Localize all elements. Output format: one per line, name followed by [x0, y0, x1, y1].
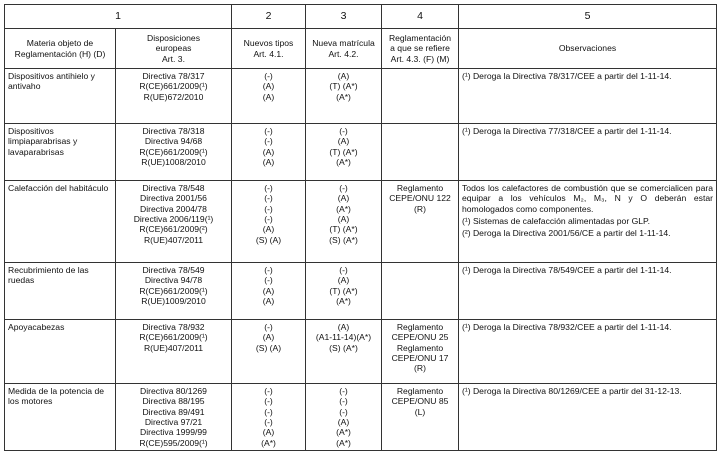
cell-disposiciones-line: Directiva 78/932	[142, 322, 205, 332]
cell-nueva-matricula-line: (A*)	[336, 427, 351, 438]
cell-reglamentacion	[382, 69, 459, 124]
cell-nuevos-tipos-line: (A*)	[261, 437, 276, 448]
cell-disposiciones-line: R(CE)661/2009(¹)	[139, 81, 208, 92]
table-row	[5, 69, 717, 124]
cell-disposiciones	[116, 384, 232, 451]
cell-disposiciones-line: R(UE)407/2011	[143, 342, 204, 353]
col-number-2: 2	[232, 5, 306, 29]
cell-nueva-matricula-line: (A)	[337, 213, 350, 224]
cell-nuevos-tipos-line: (-)	[264, 396, 273, 407]
cell-nuevos-tipos-line: (A)	[262, 285, 275, 296]
cell-disposiciones	[116, 181, 232, 263]
cell-nuevos-tipos	[232, 124, 306, 181]
observation-text: (¹) Sistemas de calefacción alimentadas por GLP.	[462, 215, 651, 226]
cell-disposiciones	[116, 320, 232, 384]
cell-nueva-matricula-line: (A*)	[336, 156, 351, 167]
cell-nueva-matricula-line: (A)	[337, 193, 350, 204]
cell-nueva-matricula	[306, 263, 382, 320]
cell-nuevos-tipos-line: (-)	[264, 406, 273, 417]
cell-reglamentacion-line: CEPE/ONU 122	[389, 193, 451, 204]
cell-nueva-matricula-line: (A)	[337, 275, 350, 286]
cell-nuevos-tipos-line: (S) (A)	[255, 234, 282, 245]
cell-nuevos-tipos-line: (S) (A)	[255, 342, 282, 353]
cell-reglamentacion-line: CEPE/ONU 25	[391, 332, 449, 343]
cell-disposiciones-line: Directiva 2004/78	[140, 203, 207, 214]
cell-nueva-matricula-line: (A*)	[336, 203, 351, 214]
table-row	[5, 320, 717, 384]
cell-observaciones	[459, 263, 717, 320]
cell-nuevos-tipos-line: (A)	[262, 224, 275, 235]
table-row	[5, 263, 717, 320]
cell-reglamentacion-line: (R)	[414, 363, 426, 374]
cell-nueva-matricula	[306, 124, 382, 181]
table-row	[5, 124, 717, 181]
cell-nueva-matricula-line: (S) (A*)	[329, 342, 358, 353]
cell-disposiciones-line: Directiva 2001/56	[140, 193, 207, 204]
cell-disposiciones-line: R(CE)595/2009(¹)	[139, 437, 208, 448]
cell-disposiciones-line: Directiva 78/548	[142, 183, 205, 193]
cell-nuevos-tipos-line: (A)	[262, 427, 275, 438]
cell-nuevos-tipos-line: (-)	[264, 71, 273, 81]
cell-nuevos-tipos-line: (-)	[264, 193, 273, 204]
cell-nueva-matricula-line: (S) (A*)	[329, 234, 358, 245]
cell-nueva-matricula-line: (A)	[337, 322, 350, 332]
cell-nuevos-tipos-line: (A)	[262, 146, 275, 157]
header-text: Nueva matrícula	[312, 38, 375, 49]
cell-materia: Medida de la potencia de los motores	[5, 384, 116, 451]
cell-nuevos-tipos-line: (-)	[264, 183, 273, 193]
cell-reglamentacion-line: CEPE/ONU 85	[391, 396, 449, 407]
col-number-3: 3	[306, 5, 382, 29]
cell-nuevos-tipos	[232, 69, 306, 124]
cell-disposiciones-line: Directiva 78/317	[142, 71, 205, 81]
header-text: Observaciones	[558, 43, 617, 54]
cell-disposiciones-line: Directiva 78/549	[142, 265, 205, 275]
cell-nueva-matricula-line: (A)	[337, 71, 350, 81]
cell-reglamentacion-line: (L)	[414, 406, 426, 417]
col-number-5: 5	[459, 5, 717, 29]
cell-nueva-matricula-line: (A*)	[336, 295, 351, 306]
cell-disposiciones-line: R(CE)661/2009(¹)	[139, 146, 208, 157]
cell-nueva-matricula	[306, 384, 382, 451]
cell-reglamentacion-line: CEPE/ONU 17	[391, 352, 449, 363]
cell-reglamentacion-line: Reglamento	[396, 183, 444, 193]
header-materia	[5, 29, 116, 69]
header-disposiciones	[116, 29, 232, 69]
cell-disposiciones-line: Directiva 94/68	[144, 136, 203, 147]
cell-nueva-matricula-line: (-)	[339, 396, 348, 407]
cell-nuevos-tipos-line: (-)	[264, 322, 273, 332]
cell-disposiciones	[116, 263, 232, 320]
cell-disposiciones	[116, 124, 232, 181]
cell-disposiciones-line: Directiva 1999/99	[140, 427, 207, 438]
cell-nueva-matricula-line: (-)	[339, 386, 348, 396]
header-text: Art. 4.2.	[328, 48, 359, 59]
header-text: Art. 4.3. (F) (M)	[390, 53, 450, 64]
cell-materia: Dispositivos antihielo y antivaho	[5, 69, 116, 124]
cell-nueva-matricula	[306, 181, 382, 263]
cell-nueva-matricula-line: (A*)	[336, 437, 351, 448]
cell-reglamentacion-line: Reglamento	[396, 386, 444, 396]
col-number-1: 1	[5, 5, 232, 29]
cell-nueva-matricula-line: (-)	[339, 265, 348, 275]
header-text: Art. 4.1.	[253, 48, 284, 59]
cell-disposiciones-line: Directiva 2006/119(¹)	[133, 213, 214, 224]
header-reglamentacion	[382, 29, 459, 69]
header-text: Reglamentación	[388, 33, 452, 44]
cell-nueva-matricula-line: (-)	[339, 126, 348, 136]
cell-nueva-matricula	[306, 69, 382, 124]
cell-disposiciones-line: R(CE)661/2009(¹)	[139, 332, 208, 343]
observation-text: (¹) Deroga la Directiva 77/318/CEE a partir del 1-11-14.	[462, 126, 672, 136]
observation-text: (¹) Deroga la Directiva 78/317/CEE a partir del 1-11-14.	[462, 71, 672, 81]
cell-reglamentacion-line: Reglamento	[396, 322, 444, 332]
col-number-4: 4	[382, 5, 459, 29]
cell-nuevos-tipos	[232, 384, 306, 451]
header-text: Art. 3.	[162, 53, 185, 64]
cell-observaciones	[459, 69, 717, 124]
table-body	[5, 69, 717, 451]
header-nuevos-tipos	[232, 29, 306, 69]
cell-disposiciones	[116, 69, 232, 124]
header-text: Disposiciones	[146, 33, 201, 44]
column-number-row	[5, 5, 717, 29]
cell-observaciones	[459, 384, 717, 451]
cell-reglamentacion	[382, 263, 459, 320]
cell-nuevos-tipos-line: (-)	[264, 203, 273, 214]
header-text: Reglamentación (H) (D)	[14, 48, 106, 59]
cell-nuevos-tipos	[232, 181, 306, 263]
observation-text: (¹) Deroga la Directiva 78/549/CEE a partir del 1-11-14.	[462, 265, 672, 275]
cell-nueva-matricula-line: (A*)	[336, 91, 351, 102]
cell-disposiciones-line: Directiva 78/318	[142, 126, 205, 136]
cell-disposiciones-line: R(UE)672/2010	[143, 91, 204, 102]
header-row	[5, 29, 717, 69]
cell-materia: Apoyacabezas	[5, 320, 116, 384]
observation-text: (¹) Deroga la Directiva 80/1269/CEE a partir del 31-12-13.	[462, 386, 682, 396]
cell-observaciones	[459, 124, 717, 181]
cell-nuevos-tipos-line: (-)	[264, 275, 273, 286]
header-text: europeas	[155, 43, 192, 54]
cell-nuevos-tipos-line: (A)	[262, 156, 275, 167]
header-observaciones	[459, 29, 717, 69]
header-nueva-matricula	[306, 29, 382, 69]
cell-disposiciones-line: R(CE)661/2009(²)	[139, 224, 208, 235]
cell-nuevos-tipos-line: (A)	[262, 295, 275, 306]
cell-disposiciones-line: Directiva 88/195	[142, 396, 205, 407]
cell-nueva-matricula-line: (A1-11-14)(A*)	[315, 332, 372, 343]
cell-reglamentacion	[382, 320, 459, 384]
cell-nueva-matricula-line: (-)	[339, 406, 348, 417]
cell-nuevos-tipos-line: (A)	[262, 332, 275, 343]
cell-disposiciones-line: Directiva 94/78	[144, 275, 203, 286]
cell-nuevos-tipos-line: (-)	[264, 126, 273, 136]
cell-nuevos-tipos-line: (A)	[262, 91, 275, 102]
cell-disposiciones-line: R(UE)1009/2010	[141, 295, 206, 306]
cell-nueva-matricula-line: (A)	[337, 416, 350, 427]
cell-materia: Recubrimiento de las ruedas	[5, 263, 116, 320]
table-row	[5, 181, 717, 263]
cell-nuevos-tipos-line: (A)	[262, 81, 275, 92]
cell-reglamentacion-line: (R)	[414, 203, 426, 214]
cell-disposiciones-line: R(UE)1008/2010	[141, 156, 206, 167]
cell-nueva-matricula-line: (A)	[337, 136, 350, 147]
cell-nueva-matricula-line: (T) (A*)	[329, 224, 358, 235]
cell-nueva-matricula-line: (T) (A*)	[329, 146, 358, 157]
regulation-table	[4, 4, 717, 451]
observation-text: Todos los calefactores de combustión que se comercialicen para equipar a los vehículos M₂, M₃, N y O deberán estar homologados como componentes.	[462, 183, 713, 214]
cell-reglamentacion	[382, 181, 459, 263]
cell-observaciones	[459, 181, 717, 263]
cell-nuevos-tipos-line: (-)	[264, 265, 273, 275]
cell-materia: Dispositivos limpiaparabrisas y lavaparabrisas	[5, 124, 116, 181]
cell-reglamentacion-line: Reglamento	[396, 342, 444, 353]
table-row	[5, 384, 717, 451]
cell-disposiciones-line: Directiva 97/21	[144, 416, 203, 427]
cell-materia: Calefacción del habitáculo	[5, 181, 116, 263]
cell-nuevos-tipos-line: (-)	[264, 136, 273, 147]
cell-disposiciones-line: R(UE)407/2011	[143, 234, 204, 245]
cell-nueva-matricula-line: (T) (A*)	[329, 285, 358, 296]
cell-observaciones	[459, 320, 717, 384]
cell-disposiciones-line: Directiva 80/1269	[140, 386, 207, 396]
cell-disposiciones-line: Directiva 89/491	[142, 406, 205, 417]
observation-text: (²) Deroga la Directiva 2001/56/CE a partir del 1-11-14.	[462, 228, 671, 239]
cell-nuevos-tipos-line: (-)	[264, 416, 273, 427]
cell-disposiciones-line: R(CE)661/2009(¹)	[139, 285, 208, 296]
header-text: a que se refiere	[390, 43, 450, 54]
cell-nueva-matricula	[306, 320, 382, 384]
header-text: Nuevos tipos	[243, 38, 294, 49]
header-text: Materia objeto de	[26, 38, 94, 49]
cell-reglamentacion	[382, 384, 459, 451]
cell-nuevos-tipos	[232, 320, 306, 384]
cell-nuevos-tipos-line: (-)	[264, 386, 273, 396]
cell-nueva-matricula-line: (T) (A*)	[329, 81, 358, 92]
cell-nuevos-tipos-line: (-)	[264, 213, 273, 224]
observation-text: (¹) Deroga la Directiva 78/932/CEE a partir del 1-11-14.	[462, 322, 672, 332]
cell-reglamentacion	[382, 124, 459, 181]
cell-nueva-matricula-line: (-)	[339, 183, 348, 193]
cell-nuevos-tipos	[232, 263, 306, 320]
